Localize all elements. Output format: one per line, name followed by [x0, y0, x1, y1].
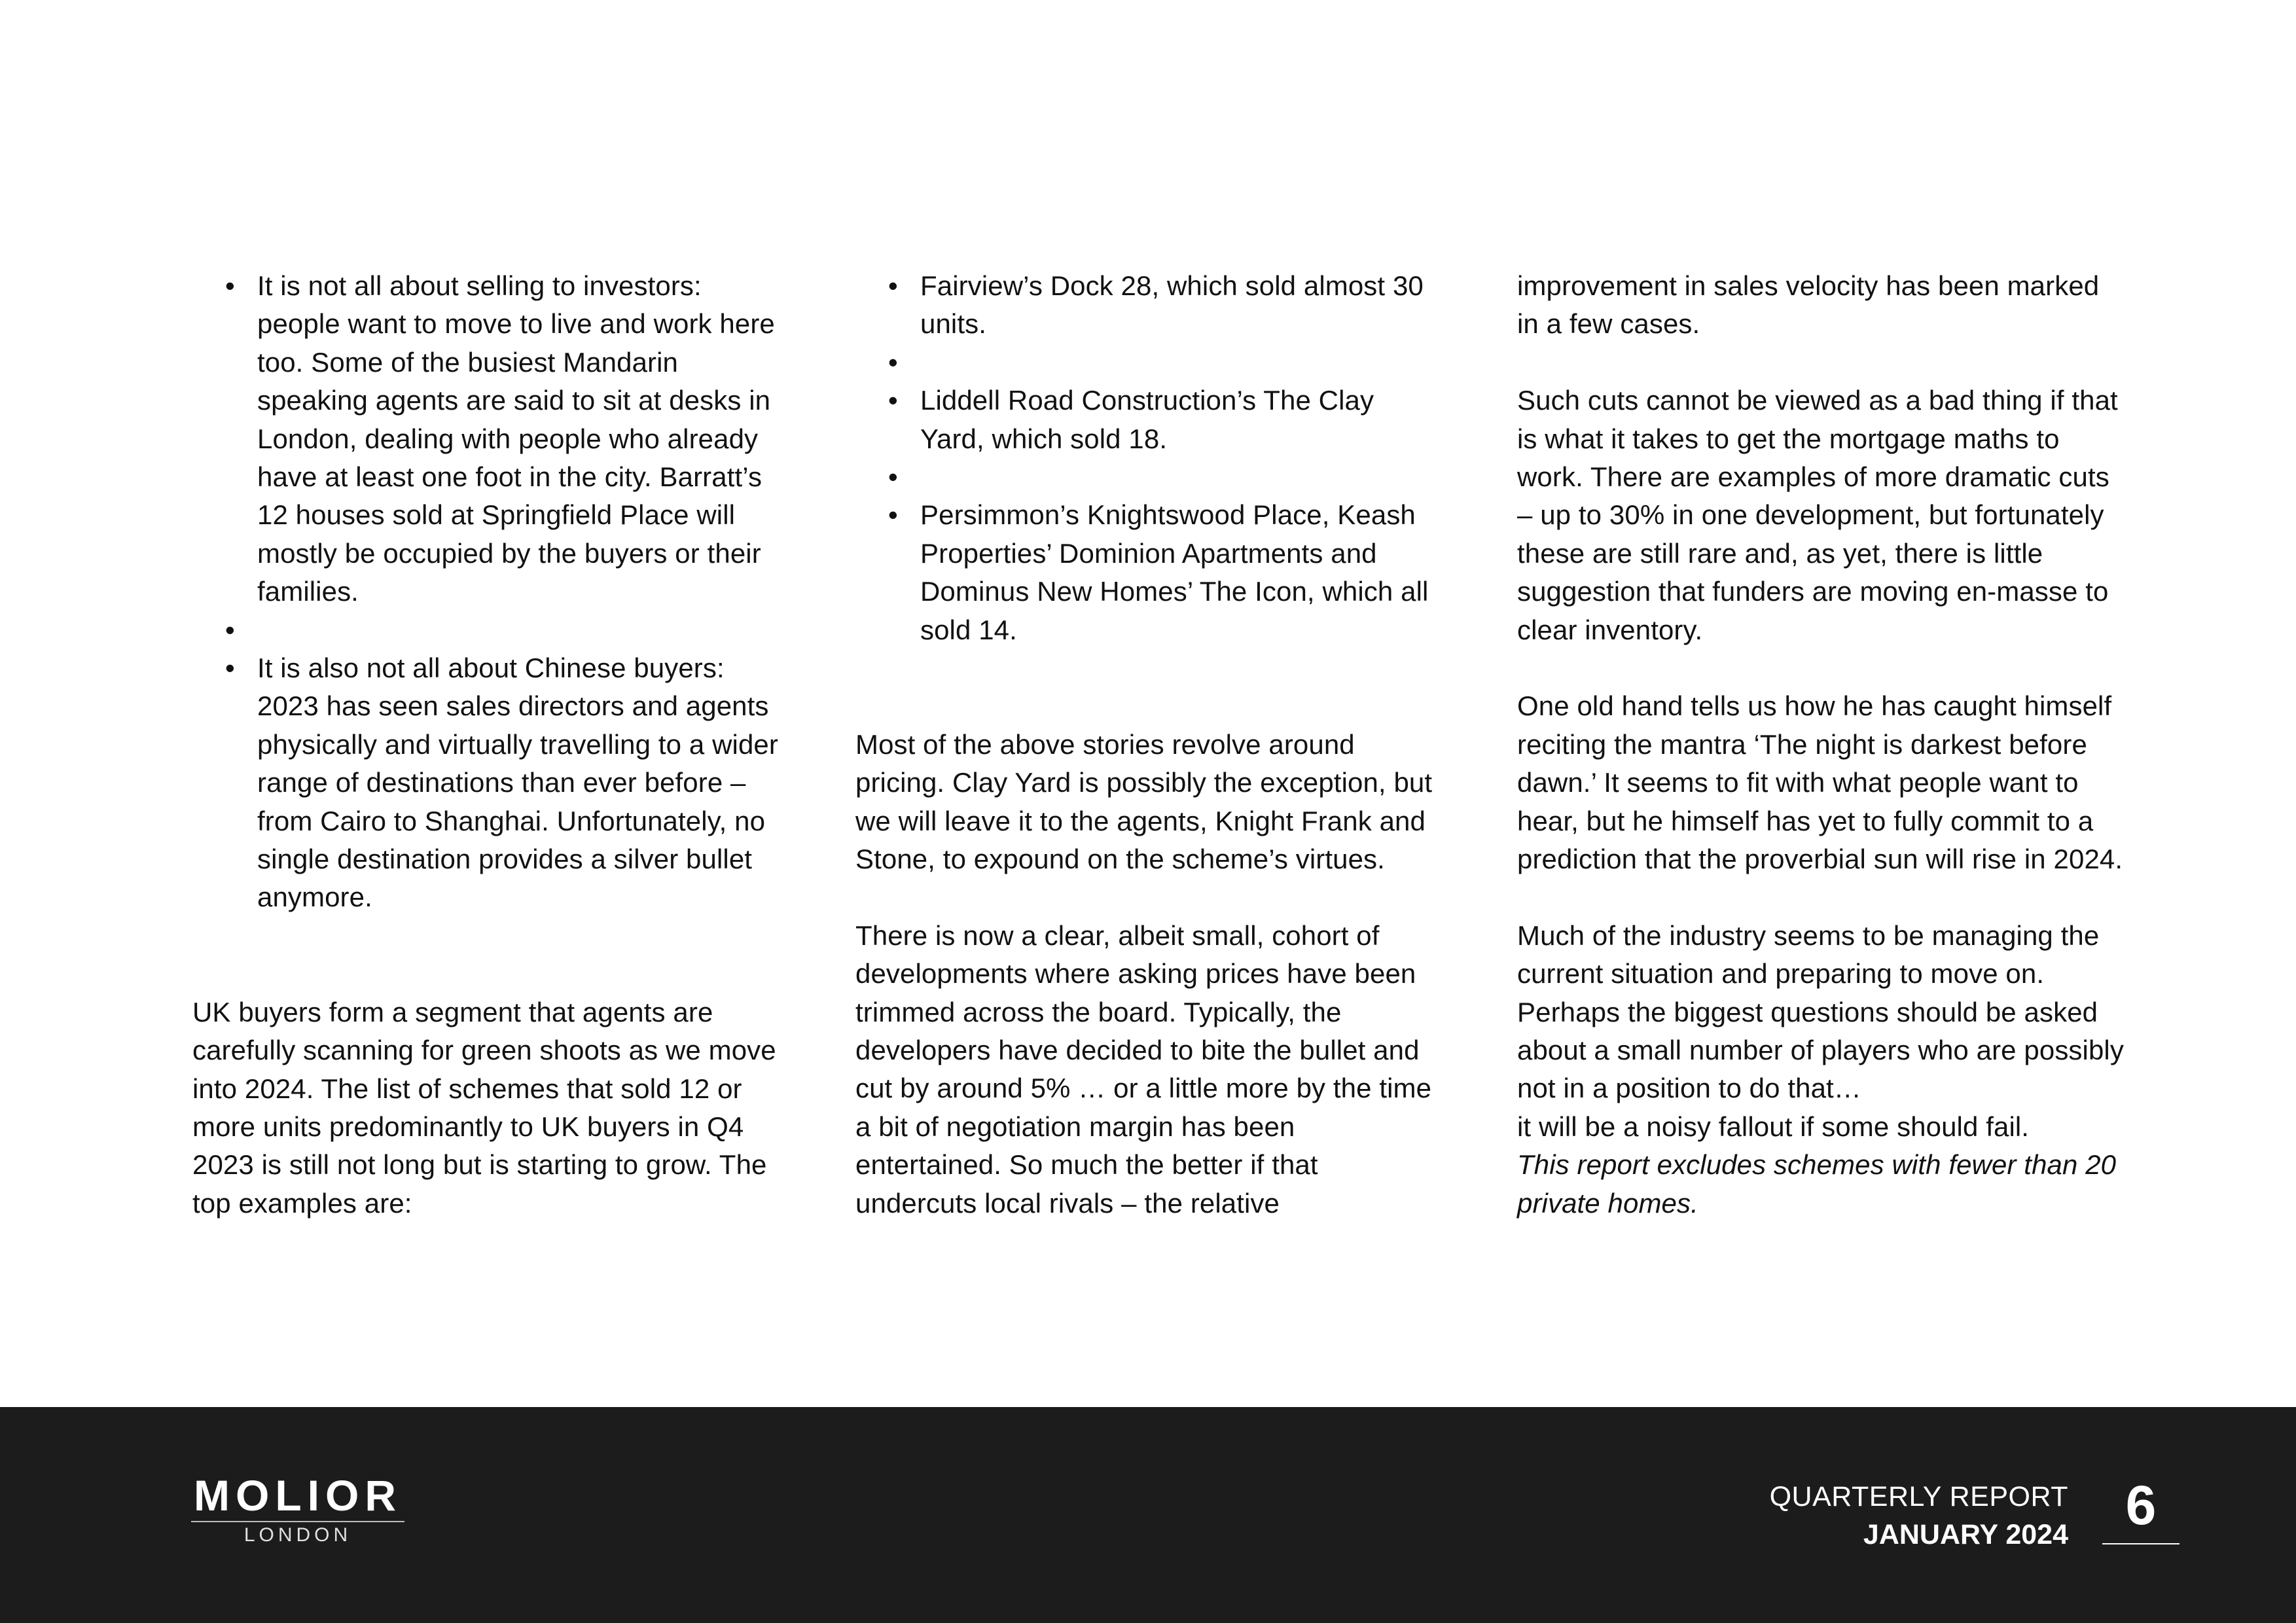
report-info — [1770, 1478, 2068, 1554]
report-date: JANUARY 2024 — [1863, 1519, 2068, 1550]
spacer — [855, 344, 1444, 382]
text-column-3 — [1517, 267, 2126, 1222]
bullet-item: • Fairview’s Dock 28, which sold almost 30 units. — [855, 267, 1444, 344]
text-column-2 — [855, 267, 1444, 1222]
page-footer — [0, 1407, 2296, 1623]
logo-subtitle: LONDON — [243, 1524, 352, 1546]
bullet-list — [855, 267, 1444, 649]
paragraph: There is now a clear, albeit small, cohort of developments where asking prices have been trimmed across the board. Typically, the developers have decided to bite the bullet and cut by around 5% … or a little more by the time a bit of negotiation margin has been entertained. So much the better if that undercuts local rivals – the relative — [855, 919, 1432, 1219]
paragraph: UK buyers form a segment that agents are carefully scanning for green shoots as we move into 2024. The list of schemes that sold 12 or more units predominantly to UK buyers in Q4 2023 is still not long but is starting to grow. The top examples are: — [192, 996, 776, 1219]
spacer — [855, 649, 1444, 726]
bullet-item: • It is not all about selling to investors: people want to move to live and work here too. Some of the busiest Mandarin speaking agents are said to sit at desks in London, dealing with people who already have at least one foot in the city. Barratt’s 12 houses sold at Springfield Place will mostly be occupied by the buyers or their families. — [192, 267, 781, 611]
report-label: QUARTERLY REPORT — [1769, 1481, 2068, 1512]
paragraph: One old hand tells us how he has caught himself reciting the mantra ‘The night is darkest before dawn.’ It seems to fit with what people want to hear, but he himself has yet to fully commit to a prediction that the proverbial sun will rise in 2024. — [1517, 690, 2123, 875]
spacer — [192, 917, 781, 993]
molior-logo — [191, 1472, 404, 1548]
logo-wordmark: MOLIOR — [194, 1471, 402, 1520]
page-number-underline — [2102, 1543, 2179, 1544]
spacer — [1517, 878, 2126, 916]
spacer — [855, 878, 1444, 916]
text-column-1 — [192, 267, 781, 1222]
paragraph: Much of the industry seems to be managing the current situation and preparing to move on. Perhaps the biggest questions should be asked about a small number of players who are possibly not in a position to do that… — [1517, 919, 2124, 1104]
footnote: This report excludes schemes with fewer than 20 private homes. — [1517, 1149, 2117, 1219]
spacer — [192, 611, 781, 649]
spacer — [1517, 344, 2126, 382]
bullet-item: • It is also not all about Chinese buyers: 2023 has seen sales directors and agents physically and virtually travelling to a wider range of destinations than ever before – from Cairo to Shanghai. Unfortunately, no single destination provides a silver bullet anymore. — [192, 649, 781, 917]
spacer — [1517, 649, 2126, 687]
bullet-list — [192, 267, 781, 917]
bullet-item: • Persimmon’s Knightswood Place, Keash Properties’ Dominion Apartments and Dominus New Homes’ The Icon, which all sold 14. — [855, 496, 1444, 649]
bullet-item: • Liddell Road Construction’s The Clay Yard, which sold 18. — [855, 382, 1444, 458]
paragraph: Most of the above stories revolve around pricing. Clay Yard is possibly the exception, but we will leave it to the agents, Knight Frank and Stone, to expound on the scheme’s virtues. — [855, 728, 1433, 875]
page-number: 6 — [2125, 1474, 2157, 1536]
spacer — [855, 458, 1444, 496]
paragraph: Such cuts cannot be viewed as a bad thing if that is what it takes to get the mortgage maths to work. There are examples of more dramatic cuts – up to 30% in one development, but fortunately these are still rare and, as yet, there is little suggestion that funders are moving en-masse to clear inventory. — [1517, 385, 2118, 645]
paragraph: improvement in sales velocity has been marked in a few cases. — [1517, 270, 2100, 340]
paragraph: it will be a noisy fallout if some should fail. — [1517, 1111, 2030, 1142]
